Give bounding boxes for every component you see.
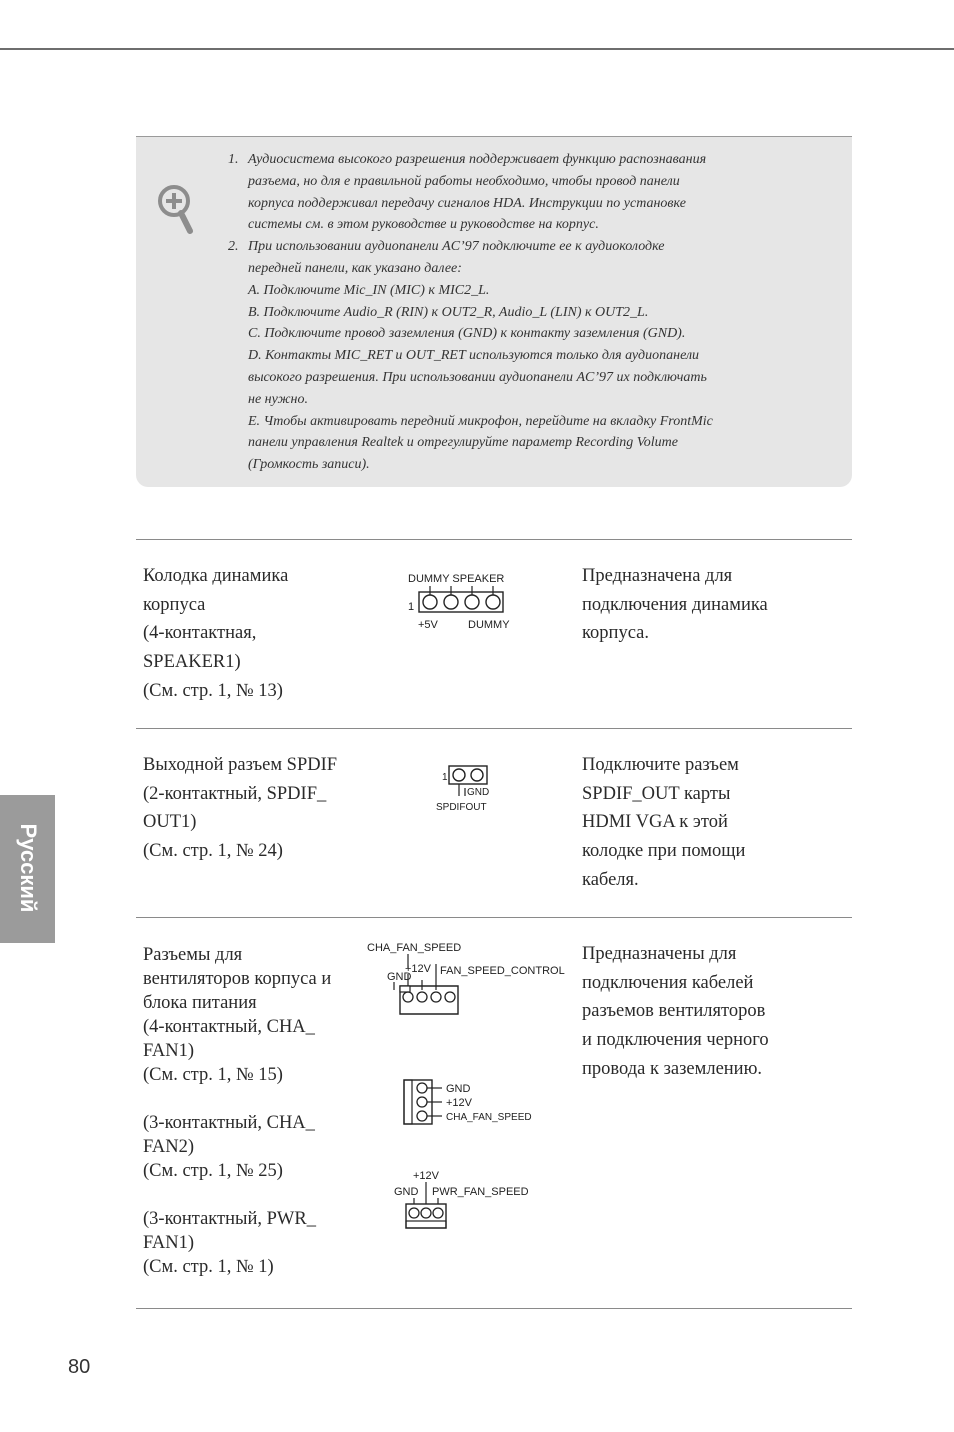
spdif-header-diagram	[432, 760, 502, 816]
pin-icon	[403, 992, 413, 1002]
diagram-speed-label: CHA_FAN_SPEED	[446, 1112, 532, 1123]
cha-fan1-diagram	[364, 938, 569, 1018]
spacer-line	[143, 1087, 363, 1111]
diagram-gnd-label: GND	[394, 1186, 419, 1198]
diagram-12v-label: +12V	[413, 1170, 439, 1182]
connector-outline	[449, 766, 487, 784]
note-line: A. Подключите Mic_IN (MIC) к MIC2_L.	[248, 282, 490, 298]
text-line: Предназначены для	[582, 944, 737, 964]
diagram-gnd-label: GND	[387, 971, 412, 983]
text-line: подключения кабелей	[582, 972, 754, 993]
text-line: кабеля.	[582, 869, 639, 890]
diagram-12v-label: +12V	[446, 1097, 472, 1109]
diagram-label-top: DUMMY SPEAKER	[408, 573, 505, 585]
diagram-control-label: FAN_SPEED_CONTROL	[440, 965, 565, 977]
pin-icon	[417, 992, 427, 1002]
speaker-header-description	[143, 562, 363, 706]
pin-icon	[417, 1083, 427, 1093]
pin-icon	[445, 992, 455, 1002]
note-line: разъема, но для е правильной работы необходимо, чтобы провод панели	[248, 173, 680, 189]
diagram-12v-label: +12V	[405, 963, 431, 975]
text-line: (3-контактный, CHA_	[143, 1113, 315, 1133]
text-line: (4-контактная,	[143, 623, 257, 644]
diagram-label-bottom-right: DUMMY	[468, 619, 510, 631]
table-rule	[136, 728, 852, 729]
text-line: Выходной разъем SPDIF	[143, 755, 338, 775]
text-line: блока питания	[143, 993, 257, 1013]
note-number: 2.	[228, 239, 239, 255]
text-line: (См. стр. 1, № 25)	[143, 1161, 283, 1181]
diagram-gnd-label: GND	[446, 1083, 471, 1095]
text-line: SPDIF_OUT карты	[582, 783, 731, 804]
pin-icon	[465, 595, 479, 609]
note-line: панели управления Realtek и отрегулируйте параметр Recording Volume	[248, 435, 678, 451]
text-line: OUT1)	[143, 812, 197, 833]
note-box	[136, 136, 852, 487]
diagram-pin1-label: 1	[408, 601, 415, 613]
text-line: (См. стр. 1, № 13)	[143, 680, 283, 701]
fan-headers-purpose	[582, 940, 822, 1084]
pin-icon	[409, 1208, 419, 1218]
spdif-header-description	[143, 751, 363, 866]
pin-icon	[471, 769, 483, 781]
text-line: и подключения черного	[582, 1030, 769, 1051]
speaker-header-purpose	[582, 562, 822, 648]
diagram-label-bottom-left: +5V	[418, 619, 438, 631]
text-line: HDMI VGA к этой	[582, 812, 728, 833]
diagram-name-label: SPDIFOUT	[436, 802, 487, 813]
table-rule	[136, 539, 852, 540]
text-line: SPEAKER1)	[143, 652, 241, 673]
text-line: (См. стр. 1, № 15)	[143, 1065, 283, 1085]
language-tab-label: Русский	[16, 823, 41, 913]
diagram-title-label: CHA_FAN_SPEED	[367, 942, 462, 954]
pin-icon	[433, 1208, 443, 1218]
table-rule	[136, 917, 852, 918]
note-line: (Громкость записи).	[248, 457, 370, 473]
page-number: 80	[68, 1356, 91, 1378]
pin-icon	[417, 1111, 427, 1121]
pin-icon	[444, 595, 458, 609]
cha-fan2-diagram	[400, 1074, 545, 1128]
speaker-header-diagram	[400, 568, 530, 634]
note-list	[224, 149, 804, 476]
pin-icon	[421, 1208, 431, 1218]
note-line: При использовании аудиопанели AC’97 подключите ее к аудиоколодке	[248, 239, 665, 255]
note-item	[224, 149, 804, 236]
text-line: FAN2)	[143, 1137, 195, 1157]
note-line: передней панели, как указано далее:	[248, 260, 462, 276]
pin-icon	[453, 769, 465, 781]
note-line: E. Чтобы активировать передний микрофон, перейдите на вкладку FrontMic	[248, 413, 713, 429]
table-rule	[136, 1308, 852, 1309]
text-line: вентиляторов корпуса и	[143, 969, 332, 989]
text-line: корпуса	[143, 594, 206, 615]
text-line: FAN1)	[143, 1233, 195, 1253]
text-line: (См. стр. 1, № 1)	[143, 1257, 274, 1277]
pin-icon	[431, 992, 441, 1002]
note-line: системы см. в этом руководстве и руководстве на корпус.	[248, 217, 599, 233]
diagram-pin1-label: 1	[442, 772, 448, 783]
note-line: B. Подключите Audio_R (RIN) к OUT2_R, Audio_L (LIN) к OUT2_L.	[248, 304, 649, 320]
spdif-header-purpose	[582, 751, 822, 895]
note-item	[224, 236, 804, 476]
top-rule	[0, 48, 954, 50]
text-line: (4-контактный, CHA_	[143, 1017, 315, 1037]
note-line: корпуса поддерживал передачу сигналов HDA. Инструкции по установке	[248, 195, 686, 211]
text-line: разъемов вентиляторов	[582, 1001, 766, 1022]
pin-icon	[423, 595, 437, 609]
diagram-speed-label: PWR_FAN_SPEED	[432, 1186, 529, 1198]
note-line: не нужно.	[248, 391, 308, 407]
zoom-in-icon	[156, 181, 200, 237]
fan-headers-description	[143, 943, 363, 1279]
text-line: (2-контактный, SPDIF_	[143, 783, 327, 804]
text-line: провода к заземлению.	[582, 1058, 763, 1079]
note-line: высокого разрешения. При использовании аудиопанели AC’97 их подключать	[248, 369, 707, 385]
text-line: Предназначена для	[582, 566, 733, 586]
text-line: колодке при помощи	[582, 841, 746, 862]
text-line: FAN1)	[143, 1041, 195, 1061]
spacer-line	[143, 1183, 363, 1207]
pwr-fan1-diagram	[390, 1166, 530, 1232]
text-line: Подключите разъем	[582, 755, 739, 775]
note-number: 1.	[228, 152, 239, 167]
text-line: Колодка динамика	[143, 566, 289, 586]
text-line: (3-контактный, PWR_	[143, 1209, 316, 1229]
text-line: корпуса.	[582, 623, 649, 644]
text-line: Разъемы для	[143, 945, 243, 965]
pin-icon	[486, 595, 500, 609]
diagram-gnd-label: GND	[467, 787, 490, 798]
note-line: Аудиосистема высокого разрешения поддерживает функцию распознавания	[248, 152, 707, 167]
note-line: D. Контакты MIC_RET и OUT_RET используются только для аудиопанели	[248, 348, 700, 364]
pin-icon	[417, 1097, 427, 1107]
note-line: C. Подключите провод заземления (GND) к контакту заземления (GND).	[248, 326, 686, 342]
text-line: (См. стр. 1, № 24)	[143, 841, 283, 862]
text-line: подключения динамика	[582, 594, 768, 615]
